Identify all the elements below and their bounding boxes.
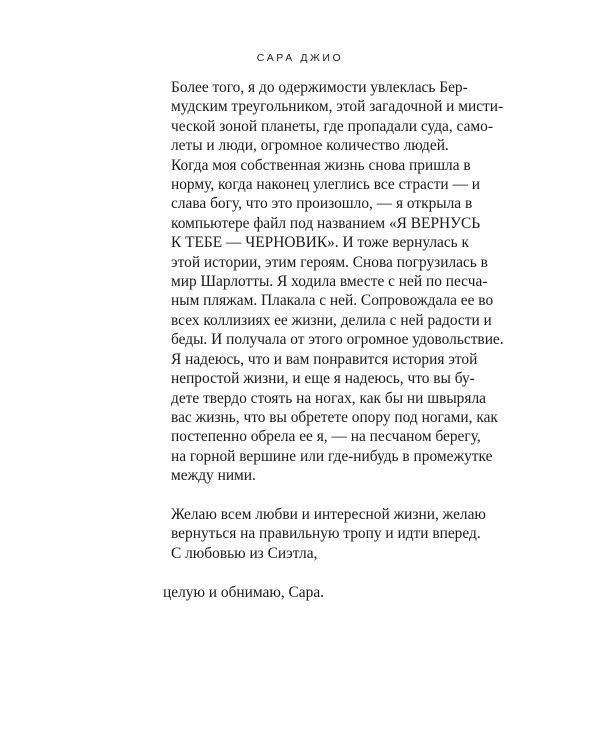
text-line: на горной вершине или где-нибудь в промежутке	[171, 447, 493, 465]
paragraph-3	[155, 350, 498, 486]
text-line: слава богу, что это произошло, — я открыла в	[171, 195, 473, 213]
text-line: вас жизнь, что вы обретете опору под ногами, как	[171, 408, 498, 426]
text-line: непростой жизни, и еще я надеюсь, что вы бу-	[171, 370, 475, 388]
paragraph-2	[155, 156, 504, 350]
text-line: норму, когда наконец улеглись все страсти — и	[171, 176, 480, 194]
text-line: С любовью из Сиэтла,	[171, 544, 318, 562]
text-line: Когда моя собственная жизнь снова пришла в	[171, 156, 471, 174]
text-line: леты и люди, огромное количество людей.	[171, 137, 449, 155]
signature-gap	[155, 563, 447, 582]
paragraph-1	[155, 78, 504, 156]
text-line: Я надеюсь, что и вам понравится история этой	[171, 350, 478, 368]
text-line: компьютере файл под названием «Я ВЕРНУСЬ	[171, 214, 481, 232]
running-header-author: САРА ДЖИО	[256, 52, 344, 64]
text-line: этой истории, этим героям. Снова погрузилась в	[171, 253, 488, 271]
text-line: постепенно обрела ее я, — на песчаном берегу,	[171, 428, 481, 446]
body-text	[155, 78, 504, 602]
closing-wish	[155, 505, 486, 544]
text-line: ным пляжам. Плакала с ней. Сопровождала ее во	[171, 292, 494, 310]
text-line: Желаю всем любви и интересной жизни, желаю	[171, 505, 486, 523]
text-line: беды. И получала от этого огромное удовольствие.	[171, 331, 504, 349]
text-line: мир Шарлотты. Я ходила вместе с ней по песча-	[171, 273, 488, 291]
text-line: между ними.	[171, 467, 256, 485]
text-line: мудским треугольником, этой загадочной и мисти-	[171, 98, 504, 116]
paragraph-gap	[155, 486, 447, 505]
closing-from	[155, 544, 447, 563]
text-line: К ТЕБЕ — ЧЕРНОВИК». И тоже вернулась к	[171, 234, 470, 252]
text-line: целую и обнимаю, Сара.	[163, 583, 325, 601]
text-line: Более того, я до одержимости увлеклась Бер-	[171, 79, 468, 96]
signature	[155, 583, 447, 602]
text-line: дете твердо стоять на ногах, как бы ни швыряла	[171, 389, 486, 407]
text-line: вернуться на правильную тропу и идти вперед.	[171, 525, 481, 543]
text-line: ческой зоной планеты, где пропадали суда, само-	[171, 117, 493, 135]
text-line: всех коллизиях ее жизни, делила с ней радости и	[171, 311, 492, 329]
